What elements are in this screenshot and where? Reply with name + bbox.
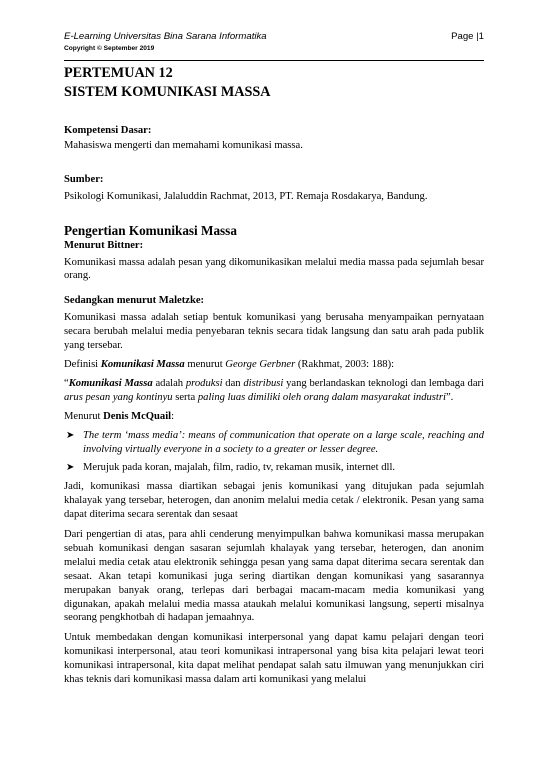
kompetensi-heading: Kompetensi Dasar:	[64, 125, 152, 136]
document-body	[64, 64, 484, 687]
list-item: ➤ The term ‘mass media’: means of communication that operate on a large scale, reaching and involving virtually everyone in a society to a greater or lesser degree.	[66, 429, 484, 455]
list-item: ➤ Merujuk pada koran, majalah, film, radio, tv, rekaman musik, internet dll.	[66, 462, 396, 474]
header-divider	[64, 60, 484, 61]
section-heading: Pengertian Komunikasi Massa	[64, 222, 237, 238]
sumber-heading: Sumber:	[64, 173, 104, 185]
bittner-heading: Menurut Bittner:	[64, 239, 144, 251]
mcquail-list	[64, 429, 484, 476]
paragraph-jadi: Jadi, komunikasi massa diartikan sebagai jenis komunikasi yang ditujukan pada sejumlah khalayak yang tersebar, heterogen, dan anonim melalui media cetak / elektronik. Pesan yang sama dapat diterima secara serentak dan sesaat	[64, 481, 484, 521]
paragraph-untuk: Untuk membedakan dengan komunikasi interpersonal yang dapat kamu pelajari dengan teori komunikasi interpersonal, atau teori komunikasi intrapersonal yang bisa kita pelajari lewat teori komunikasi intrapersonal, kita dapat melihat pendapat salah satu ilmuwan yang menunjukkan ciri khas teknis dari komunikasi massa dalam arti komunikasi yang melalui	[64, 632, 484, 686]
header-copyright: Copyright © September 2019	[64, 45, 155, 52]
maletzke-text: Komunikasi massa adalah setiap bentuk komunikasi yang berusaha menyampaikan pernyataan secara berubah melalui media penyebaran teknis secara tidak langsung dan satu arah pada publik yang tersebar.	[64, 312, 484, 352]
page-number: Page |1	[451, 31, 484, 42]
mcquail-heading: Menurut Denis McQuail:	[64, 410, 175, 422]
arrow-bullet-icon: ➤	[66, 429, 75, 441]
gerbner-definition: Definisi Komunikasi Massa menurut George Gerbner (Rakhmat, 2003: 188):	[64, 358, 395, 370]
header-title: E-Learning Universitas Bina Sarana Informatika	[64, 31, 267, 42]
arrow-bullet-icon: ➤	[66, 462, 75, 474]
bittner-text: Komunikasi massa adalah pesan yang dikomunikasikan melalui media massa pada sejumlah besar orang.	[64, 256, 484, 282]
title-line-2: SISTEM KOMUNIKASI MASSA	[64, 83, 271, 100]
sumber-text: Psikologi Komunikasi, Jalaluddin Rachmat, 2013, PT. Remaja Rosdakarya, Bandung.	[64, 190, 428, 202]
kompetensi-text: Mahasiswa mengerti dan memahami komunikasi massa.	[64, 139, 303, 151]
title-line-1: PERTEMUAN 12	[64, 65, 173, 81]
paragraph-dari: Dari pengertian di atas, para ahli cenderung menyimpulkan bahwa komunikasi massa merupakan sebuah komunikasi dengan sasaran sejumlah khalayak yang tersebar, heterogen, dan anonim melalui media cetak atau elektronik sehingga pesan yang sama dapat diterima secara serentak dan sesaat. Akan tetapi komunikasi juga sering diartikan dengan komunikasi yang sasarannya merupakan banyak orang, terlepas dari berbagai macam-macam media komunikasi yang digunakan, apakah melalui media massa ataukah melalui komunikasi langsung, seperti misalnya seorang pengkhotbah di hadapan jemaahnya.	[64, 529, 484, 624]
page-header	[64, 31, 484, 52]
gerbner-quote: “Komunikasi Massa adalah produksi dan distribusi yang berlandaskan teknologi dan lembaga dari arus pesan yang kontinyu serta paling luas dimiliki oleh orang dalam masyarakat industri”.	[64, 377, 484, 403]
maletzke-heading: Sedangkan menurut Maletzke:	[64, 295, 205, 307]
